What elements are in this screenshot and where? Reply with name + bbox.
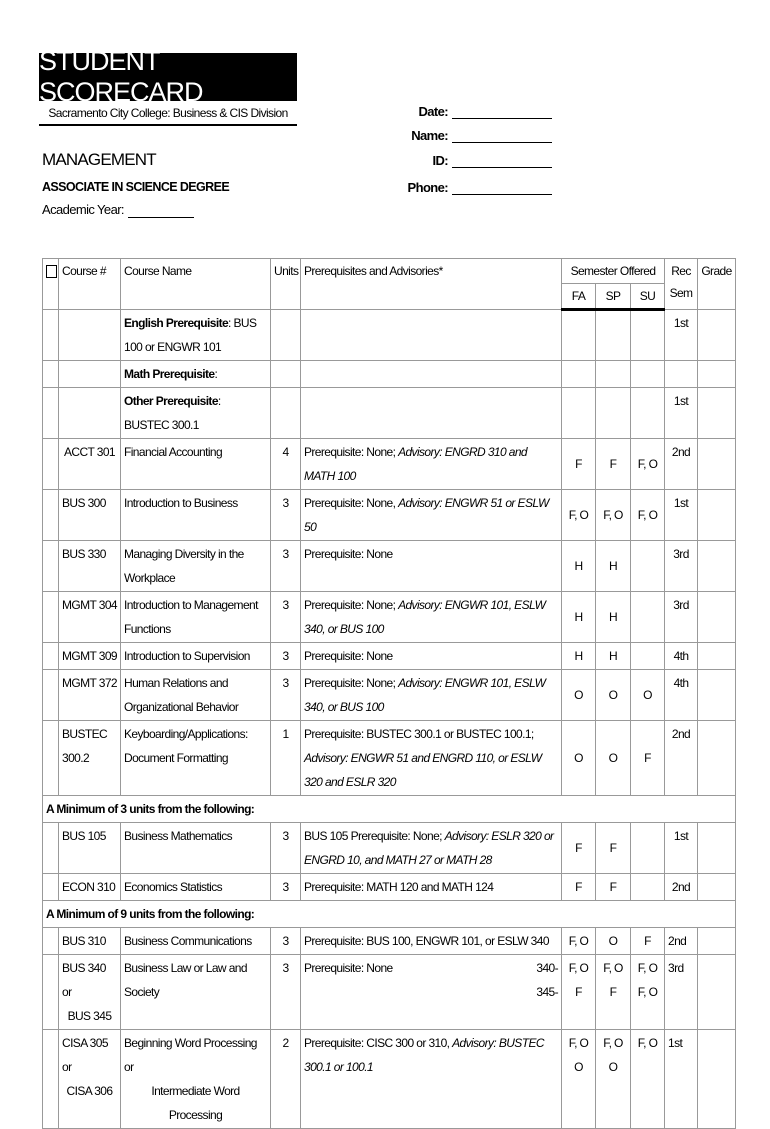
- date-label: Date:: [418, 104, 448, 119]
- name-field[interactable]: [390, 128, 552, 143]
- checkbox-icon: [46, 265, 57, 278]
- phone-label: Phone:: [407, 180, 448, 195]
- table-row: ACCT 301 Financial Accounting 4 Prerequisite: None; Advisory: ENGRD 310 and MATH 100 F F F, O 2nd: [43, 439, 736, 490]
- date-field[interactable]: [390, 104, 552, 119]
- header-course-num: Course #: [59, 259, 121, 310]
- section-heading: A Minimum of 9 units from the following:: [43, 901, 736, 928]
- header-prereq: Prerequisites and Advisories*: [301, 259, 562, 310]
- header-semester-offered: Semester Offered: [562, 259, 665, 284]
- academic-year-field[interactable]: [42, 202, 194, 218]
- phone-field[interactable]: [390, 180, 552, 195]
- header-fa: FA: [562, 284, 596, 310]
- degree-name: ASSOCIATE IN SCIENCE DEGREE: [42, 180, 230, 194]
- table-row: BUSTEC 300.2 Keyboarding/Applications: Document Formatting 1 Prerequisite: BUSTEC 300.1 or BUSTEC 100.1; Advisory: ENGWR 51 and ENGRD 110, or ESLW 320 and ESLR 320 O O F 2nd: [43, 721, 736, 796]
- header-grade: Grade: [698, 259, 736, 310]
- name-label: Name:: [411, 128, 448, 143]
- id-field[interactable]: [390, 153, 552, 168]
- header-su: SU: [631, 284, 665, 310]
- header-course-name: Course Name: [121, 259, 271, 310]
- section-heading: A Minimum of 3 units from the following:: [43, 796, 736, 823]
- college-subtitle: Sacramento City College: Business & CIS Division: [48, 106, 288, 120]
- header-sp: SP: [596, 284, 631, 310]
- course-table: [42, 258, 736, 1129]
- academic-year-label: Academic Year:: [42, 202, 124, 217]
- table-row: English Prerequisite: BUS 100 or ENGWR 101 1st: [43, 310, 736, 361]
- subtitle-divider: [39, 124, 297, 126]
- table-row: Math Prerequisite:: [43, 361, 736, 388]
- table-row: Other Prerequisite: BUSTEC 300.1 1st: [43, 388, 736, 439]
- table-row: CISA 305 or CISA 306 Beginning Word Processing or Intermediate Word Processing 2 Prerequisite: CISC 300 or 310, Advisory: BUSTEC 300.1 or 100.1 F, O O F, O O F, O 1st: [43, 1030, 736, 1129]
- table-row: BUS 340 or BUS 345 Business Law or Law and Society 3 Prerequisite: None 340- 345- F, O F F, O F F, O F, O 3rd: [43, 955, 736, 1030]
- table-row: MGMT 309 Introduction to Supervision 3 Prerequisite: None H H 4th: [43, 643, 736, 670]
- table-row: MGMT 304 Introduction to Management Functions 3 Prerequisite: None; Advisory: ENGWR 101, ESLW 340, or BUS 100 H H 3rd: [43, 592, 736, 643]
- scorecard-title: STUDENT SCORECARD: [39, 53, 297, 101]
- table-row: BUS 300 Introduction to Business 3 Prerequisite: None, Advisory: ENGWR 51 or ESLW 50 F, O F, O F, O 1st: [43, 490, 736, 541]
- header-rec-sem: Rec Sem: [665, 259, 698, 310]
- table-row: MGMT 372 Human Relations and Organizational Behavior 3 Prerequisite: None; Advisory: ENGWR 101, ESLW 340, or BUS 100 O O O 4th: [43, 670, 736, 721]
- table-row: BUS 105 Business Mathematics 3 BUS 105 Prerequisite: None; Advisory: ESLR 320 or ENGRD 10, and MATH 27 or MATH 28 F F 1st: [43, 823, 736, 874]
- table-row: BUS 330 Managing Diversity in the Workplace 3 Prerequisite: None H H 3rd: [43, 541, 736, 592]
- header-units: Units: [271, 259, 301, 310]
- id-label: ID:: [432, 153, 448, 168]
- table-row: BUS 310 Business Communications 3 Prerequisite: BUS 100, ENGWR 101, or ESLW 340 F, O O F 2nd: [43, 928, 736, 955]
- check-header: [43, 259, 59, 310]
- program-name: MANAGEMENT: [42, 150, 156, 169]
- table-row: ECON 310 Economics Statistics 3 Prerequisite: MATH 120 and MATH 124 F F 2nd: [43, 874, 736, 901]
